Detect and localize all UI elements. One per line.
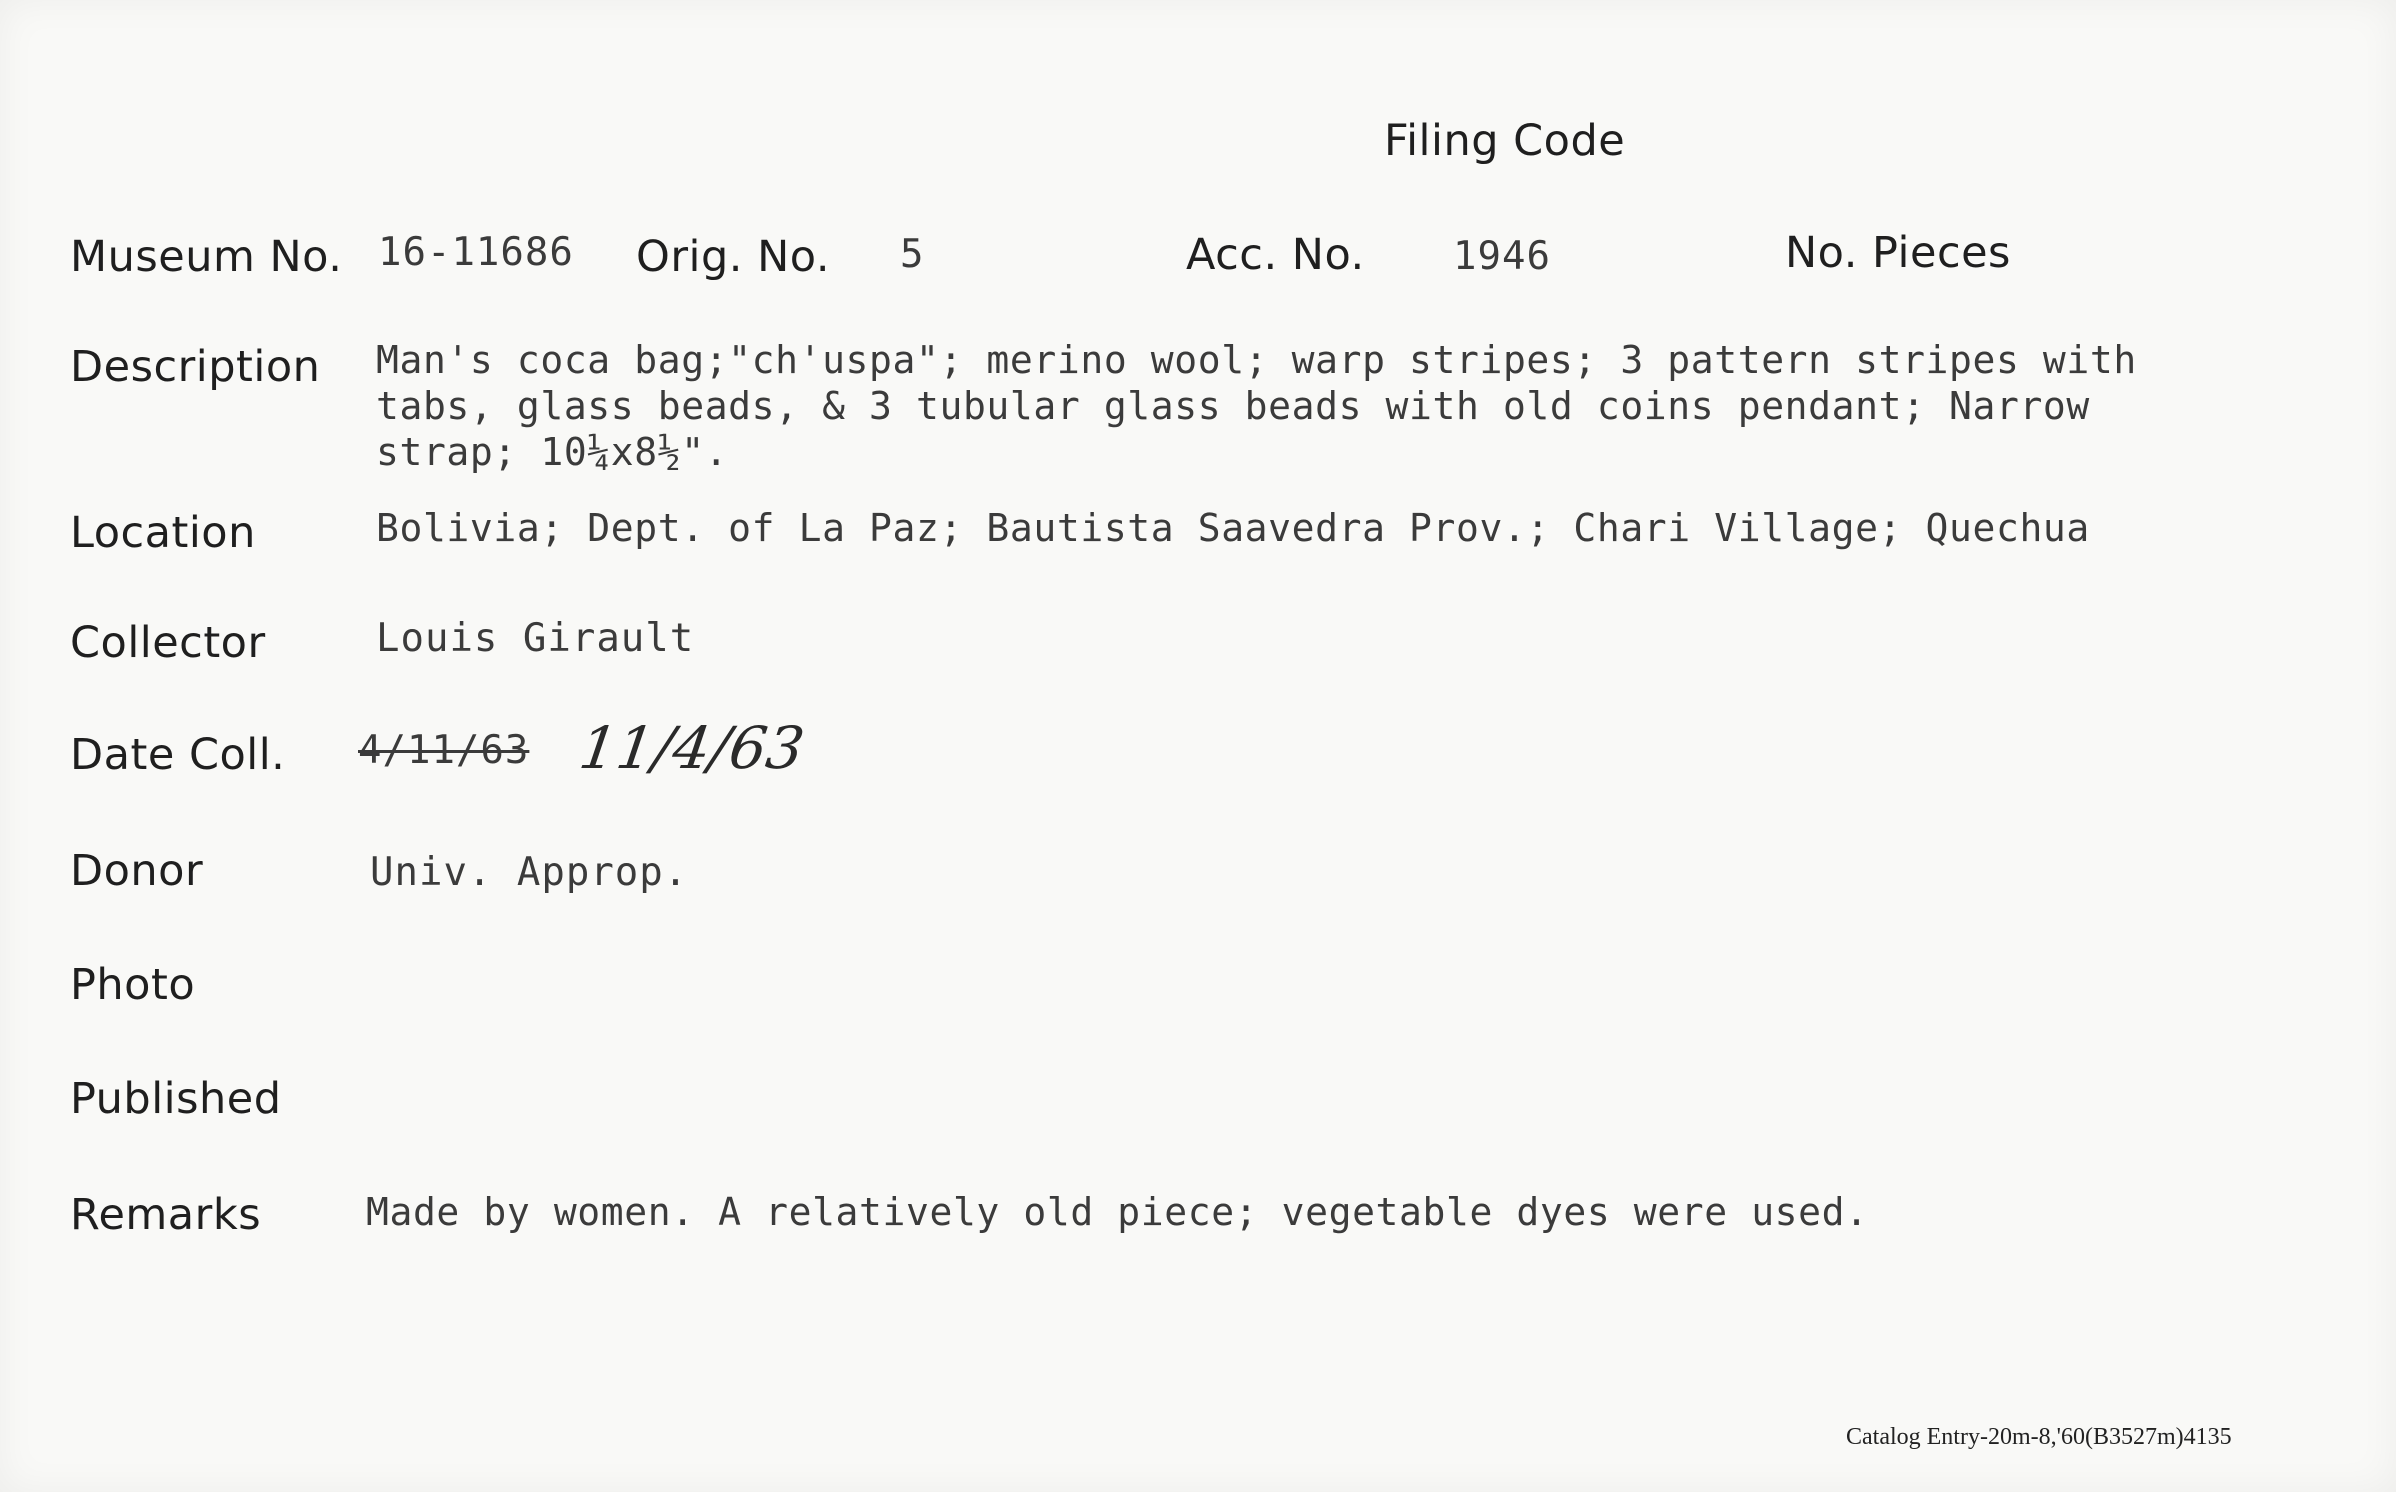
orig-no-label: Orig. No. [636, 232, 830, 282]
remarks-value: Made by women. A relatively old piece; vegetable dyes were used. [366, 1190, 1869, 1234]
no-pieces-label: No. Pieces [1785, 228, 2011, 278]
date-coll-handwritten-value: 11/4/63 [575, 714, 809, 782]
date-coll-struck-value: 4/11/63 [358, 728, 530, 773]
catalog-footer: Catalog Entry-20m-8,'60(B3527m)4135 [1846, 1424, 2232, 1450]
description-line-1: Man's coca bag;"ch'uspa"; merino wool; warp stripes; 3 pattern stripes with [376, 338, 2137, 382]
location-label: Location [70, 508, 256, 558]
museum-no-label: Museum No. [70, 232, 343, 282]
orig-no-value: 5 [900, 232, 925, 277]
collector-value: Louis Girault [376, 616, 695, 661]
date-coll-label: Date Coll. [70, 730, 286, 780]
description-label: Description [70, 342, 321, 392]
donor-label: Donor [70, 846, 204, 896]
acc-no-value: 1946 [1453, 234, 1551, 279]
donor-value: Univ. Approp. [370, 850, 689, 895]
collector-label: Collector [70, 618, 266, 668]
acc-no-label: Acc. No. [1186, 230, 1365, 280]
museum-no-value: 16-11686 [378, 230, 574, 275]
description-line-2: tabs, glass beads, & 3 tubular glass beads with old coins pendant; Narrow [376, 384, 2090, 428]
remarks-label: Remarks [70, 1190, 262, 1240]
photo-label: Photo [70, 960, 196, 1010]
filing-code-label: Filing Code [1384, 116, 1626, 166]
description-line-3: strap; 10¼x8½". [376, 430, 729, 474]
published-label: Published [70, 1074, 282, 1124]
location-value: Bolivia; Dept. of La Paz; Bautista Saavedra Prov.; Chari Village; Quechua [376, 506, 2090, 550]
